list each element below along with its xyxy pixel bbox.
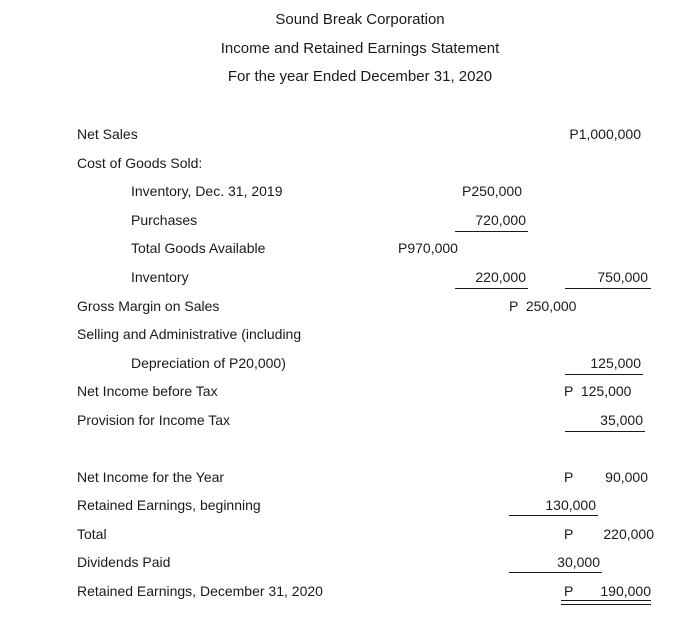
total-label: Total	[77, 526, 107, 542]
net-income-peso: P	[564, 469, 574, 485]
cogs-label: Cost of Goods Sold:	[77, 155, 203, 171]
selling-admin-amount: 125,000	[590, 355, 641, 371]
dividends-underline	[509, 572, 602, 573]
re-begin-amount: 130,000	[545, 497, 596, 513]
inventory-end-label: Inventory	[131, 269, 189, 285]
income-tax-label: Provision for Income Tax	[77, 412, 231, 428]
purchases-underline	[455, 231, 528, 232]
inventory-end-amount: 220,000	[475, 269, 526, 285]
dividends-amount: 30,000	[557, 554, 600, 570]
dividends-label: Dividends Paid	[77, 554, 171, 570]
inventory-end-underline	[455, 288, 528, 289]
total-peso: P	[564, 526, 574, 542]
statement-period: For the year Ended December 31, 2020	[227, 68, 493, 85]
statement-title: Income and Retained Earnings Statement	[220, 40, 500, 57]
re-end-amount: 190,000	[600, 583, 651, 599]
re-begin-underline	[509, 515, 598, 516]
income-tax-underline	[565, 431, 645, 432]
gross-margin-label: Gross Margin on Sales	[77, 298, 220, 314]
net-sales-label: Net Sales	[77, 126, 138, 142]
net-income-amount: 90,000	[605, 469, 648, 485]
income-tax-amount: 35,000	[600, 412, 643, 428]
re-end-peso: P	[564, 583, 574, 599]
selling-admin-label-2: Depreciation of P20,000)	[131, 355, 286, 371]
company-name: Sound Break Corporation	[275, 11, 445, 28]
net-sales-amount: P1,000,000	[569, 126, 641, 142]
re-end-double-underline	[561, 600, 651, 605]
total-goods-label: Total Goods Available	[131, 240, 266, 256]
purchases-amount: 720,000	[475, 212, 526, 228]
total-goods-amount: P970,000	[398, 240, 458, 256]
cogs-total-amount: 750,000	[597, 269, 648, 285]
re-end-label: Retained Earnings, December 31, 2020	[77, 583, 323, 599]
selling-admin-label-1: Selling and Administrative (including	[77, 326, 302, 342]
selling-admin-underline	[565, 374, 643, 375]
cogs-total-underline	[565, 288, 651, 289]
nibt-amount: P 125,000	[564, 383, 632, 399]
inventory-begin-label: Inventory, Dec. 31, 2019	[131, 183, 283, 199]
gross-margin-amount: P 250,000	[509, 298, 577, 314]
nibt-label: Net Income before Tax	[77, 383, 218, 399]
purchases-label: Purchases	[131, 212, 198, 228]
total-amount: 220,000	[603, 526, 654, 542]
re-begin-label: Retained Earnings, beginning	[77, 497, 261, 513]
inventory-begin-amount: P250,000	[462, 183, 522, 199]
net-income-label: Net Income for the Year	[77, 469, 225, 485]
